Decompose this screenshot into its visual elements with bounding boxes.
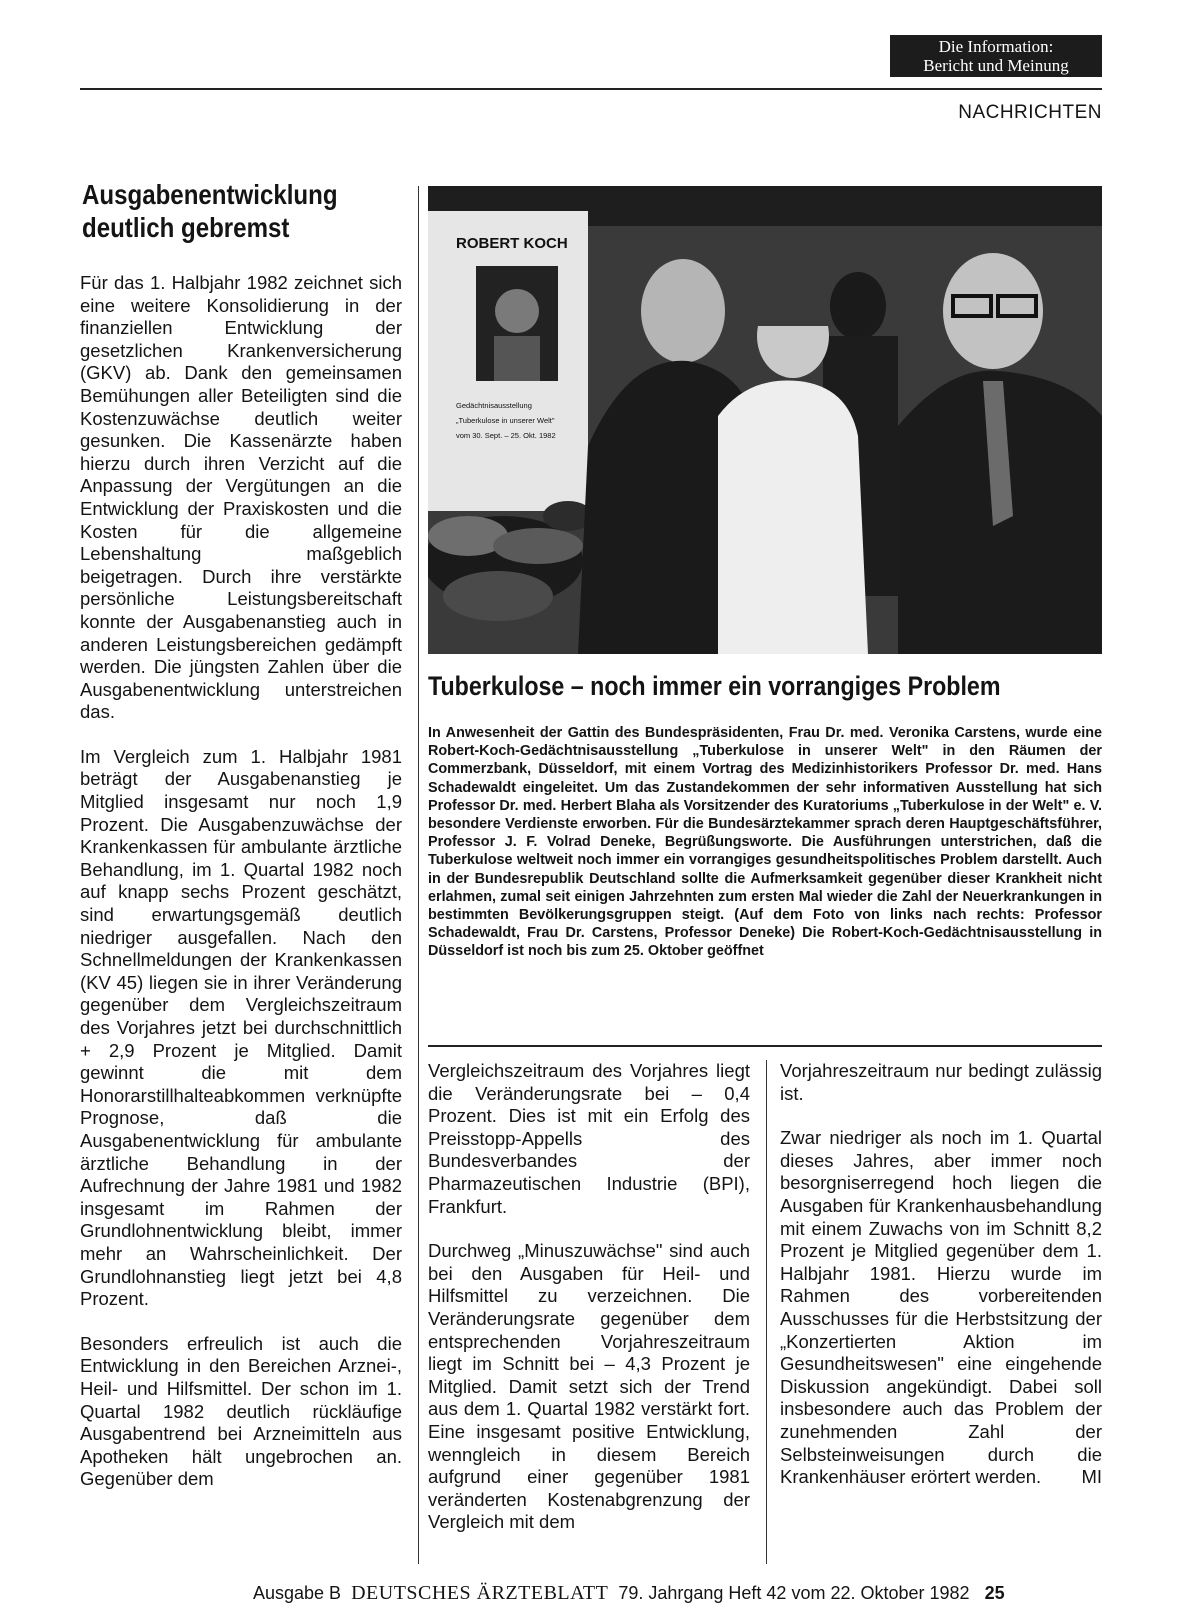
- caption-rule: [428, 1045, 1102, 1047]
- paragraph: Für das 1. Halbjahr 1982 zeichnet sich eine weitere Konsolidierung in der finanziellen Entwicklung der gesetzlichen Krankenversicherung (GKV) ab. Dank den gemeinsamen Bemühungen aller Beteiligten sind die Kostenzuwächse deutlich weiter gesunken. Die Kassenärzte haben hierzu durch ihren Verzicht auf die Anpassung der Vergütungen an die Entwicklung der Praxiskosten und die Kosten für die allgemeine Lebenshaltung maßgeblich beigetragen. Durch ihre verstärkte persönliche Leistungsbereitschaft konnte der Ausgabenanstieg auch in anderen Leistungsbereichen gedämpft werden. Die jüngsten Zahlen über die Ausgabenentwicklung unterstreichen das.: [80, 272, 402, 723]
- photo-illustration: [428, 186, 1102, 654]
- paragraph: Besonders erfreulich ist auch die Entwicklung in den Bereichen Arznei-, Heil- und Hilfsmittel. Der schon im 1. Quartal 1982 deutlich rückläufige Ausgabentrend bei Arzneimitteln aus Apotheken hält ungebrochen an. Gegenüber dem: [80, 1332, 402, 1490]
- paragraph: Durchweg „Minuszuwächse" sind auch bei den Ausgaben für Heil- und Hilfsmittel zu verzeichnen. Die Veränderungsrate gegenüber dem entsprechenden Vorjahreszeitraum liegt im Schnitt bei – 4,3 Prozent je Mitglied. Damit setzt sich der Trend aus dem 1. Quartal 1982 verstärkt fort. Eine insgesamt positive Entwicklung, wenngleich in diesem Bereich aufgrund einer gegenüber 1981 veränderten Kostenabgrenzung der Vergleich mit dem: [428, 1240, 750, 1533]
- page-number: 25: [984, 1583, 1005, 1603]
- tb-article-title: Tuberkulose – noch immer ein vorrangiges Problem: [428, 671, 1001, 701]
- paragraph: Vergleichszeitraum des Vorjahres liegt die Veränderungsrate bei – 0,4 Prozent. Dies ist mit ein Erfolg des Preisstopp-Appells des Bundesverbandes der Pharmazeutischen Industrie (BPI), Frankfurt.: [428, 1060, 750, 1217]
- footer-issue: 79. Jahrgang Heft 42 vom 22. Oktober 1982: [618, 1583, 970, 1603]
- left-article-title: [82, 178, 357, 244]
- column-divider: [418, 186, 419, 1564]
- left-article-column-3: [780, 1060, 1102, 1511]
- left-article-title-line-1: Ausgabenentwicklung: [82, 179, 338, 210]
- page-footer: [253, 1582, 1103, 1605]
- section-label: NACHRICHTEN: [958, 102, 1102, 123]
- paragraph: [780, 1127, 1102, 1489]
- left-article-column-2: [428, 1060, 750, 1556]
- exhibition-photo: [428, 186, 1102, 654]
- poster-title: ROBERT KOCH: [456, 235, 568, 252]
- poster-line-2: „Tuberkulose in unserer Welt": [456, 416, 555, 425]
- left-article-title-line-2: deutlich gebremst: [82, 212, 290, 243]
- paragraph: Vorjahreszeitraum nur bedingt zulässig ist.: [780, 1060, 1102, 1104]
- paragraph-text: Zwar niedriger als noch im 1. Quartal dieses Jahres, aber immer noch besorgniserregend hoch liegen die Ausgaben für Krankenhausbehandlung mit einem Zuwachs von im Schnitt 8,2 Prozent je Mitglied gegenüber dem 1. Halbjahr 1981. Hierzu wurde im Rahmen des vorbereitenden Ausschusses für die Herbstsitzung der „Konzertierten Aktion im Gesundheitswesen" eine eingehende Diskussion angekündigt. Dabei soll insbesondere auch das Problem der zunehmenden Zahl der Selbsteinweisungen durch die Krankenhäuser erörtert werden.: [780, 1127, 1102, 1488]
- poster-line-3: vom 30. Sept. – 25. Okt. 1982: [456, 431, 556, 440]
- footer-edition: Ausgabe B: [253, 1583, 342, 1603]
- badge-line-2: Bericht und Meinung: [923, 56, 1069, 75]
- header-rule: [80, 88, 1102, 90]
- footer-magazine: DEUTSCHES ÄRZTEBLATT: [351, 1582, 609, 1604]
- column-divider: [766, 1060, 767, 1564]
- photo-caption: In Anwesenheit der Gattin des Bundespräsidenten, Frau Dr. med. Veronika Carstens, wurde eine Robert-Koch-Gedächtnisausstellung „Tuberkulose in unserer Welt" in den Räumen der Commerzbank, Düsseldorf, mit einem Vortrag des Medizinhistorikers Professor Dr. med. Hans Schadewaldt eingeleitet. Um das Zustandekommen der sehr informativen Ausstellung hat sich Professor Dr. med. Herbert Blaha als Vorsitzender des Kuratoriums „Tuberkulose in der Welt" e. V. besondere Verdienste erworben. Für die Bundesärztekammer sprach deren Hauptgeschäftsführer, Professor J. F. Volrad Deneke, Begrüßungsworte. Die Ausführungen unterstrichen, daß die Tuberkulose weltweit noch immer ein vorrangiges gesundheitspolitisches Problem darstellt. Auch in der Bundesrepublik Deutschland sollte die Aufmerksamkeit gegenüber dieser Krankheit nicht erlahmen, zumal seit einigen Jahrzehnten zum ersten Mal wieder die Zahl der Neuerkrankungen in bestimmten Bevölkerungsgruppen steigt. (Auf dem Foto von links nach rechts: Professor Schadewaldt, Frau Dr. Carstens, Professor Deneke) Die Robert-Koch-Gedächtnisausstellung in Düsseldorf ist noch bis zum 25. Oktober geöffnet: [428, 725, 1102, 960]
- poster-line-1: Gedächtnisausstellung: [456, 401, 532, 410]
- section-badge: [890, 35, 1102, 77]
- paragraph: Im Vergleich zum 1. Halbjahr 1981 beträgt der Ausgabenanstieg je Mitglied insgesamt nur noch 1,9 Prozent. Die Ausgabenzuwächse der Krankenkassen für ambulante ärztliche Behandlung, im 1. Quartal 1982 noch auf knapp sechs Prozent geschätzt, sind erwartungsgemäß deutlich niedriger ausgefallen. Nach den Schnellmeldungen der Krankenkassen (KV 45) liegen sie in ihrer Veränderung gegenüber dem Vergleichszeitraum des Vorjahres jetzt bei durchschnittlich + 2,9 Prozent je Mitglied. Damit gewinnt die mit dem Honorarstillhalteabkommen verknüpfte Prognose, daß die Ausgabenentwicklung für ambulante ärztliche Behandlung in der Aufrechnung der Jahre 1981 und 1982 insgesamt im Rahmen der Grundlohnentwicklung bleibt, immer mehr an Wahrscheinlichkeit. Der Grundlohnanstieg liegt jetzt bei 4,8 Prozent.: [80, 745, 402, 1310]
- author-signoff: MI: [1081, 1466, 1102, 1488]
- badge-line-1: Die Information:: [938, 37, 1054, 56]
- left-article-column-1: [80, 272, 402, 1513]
